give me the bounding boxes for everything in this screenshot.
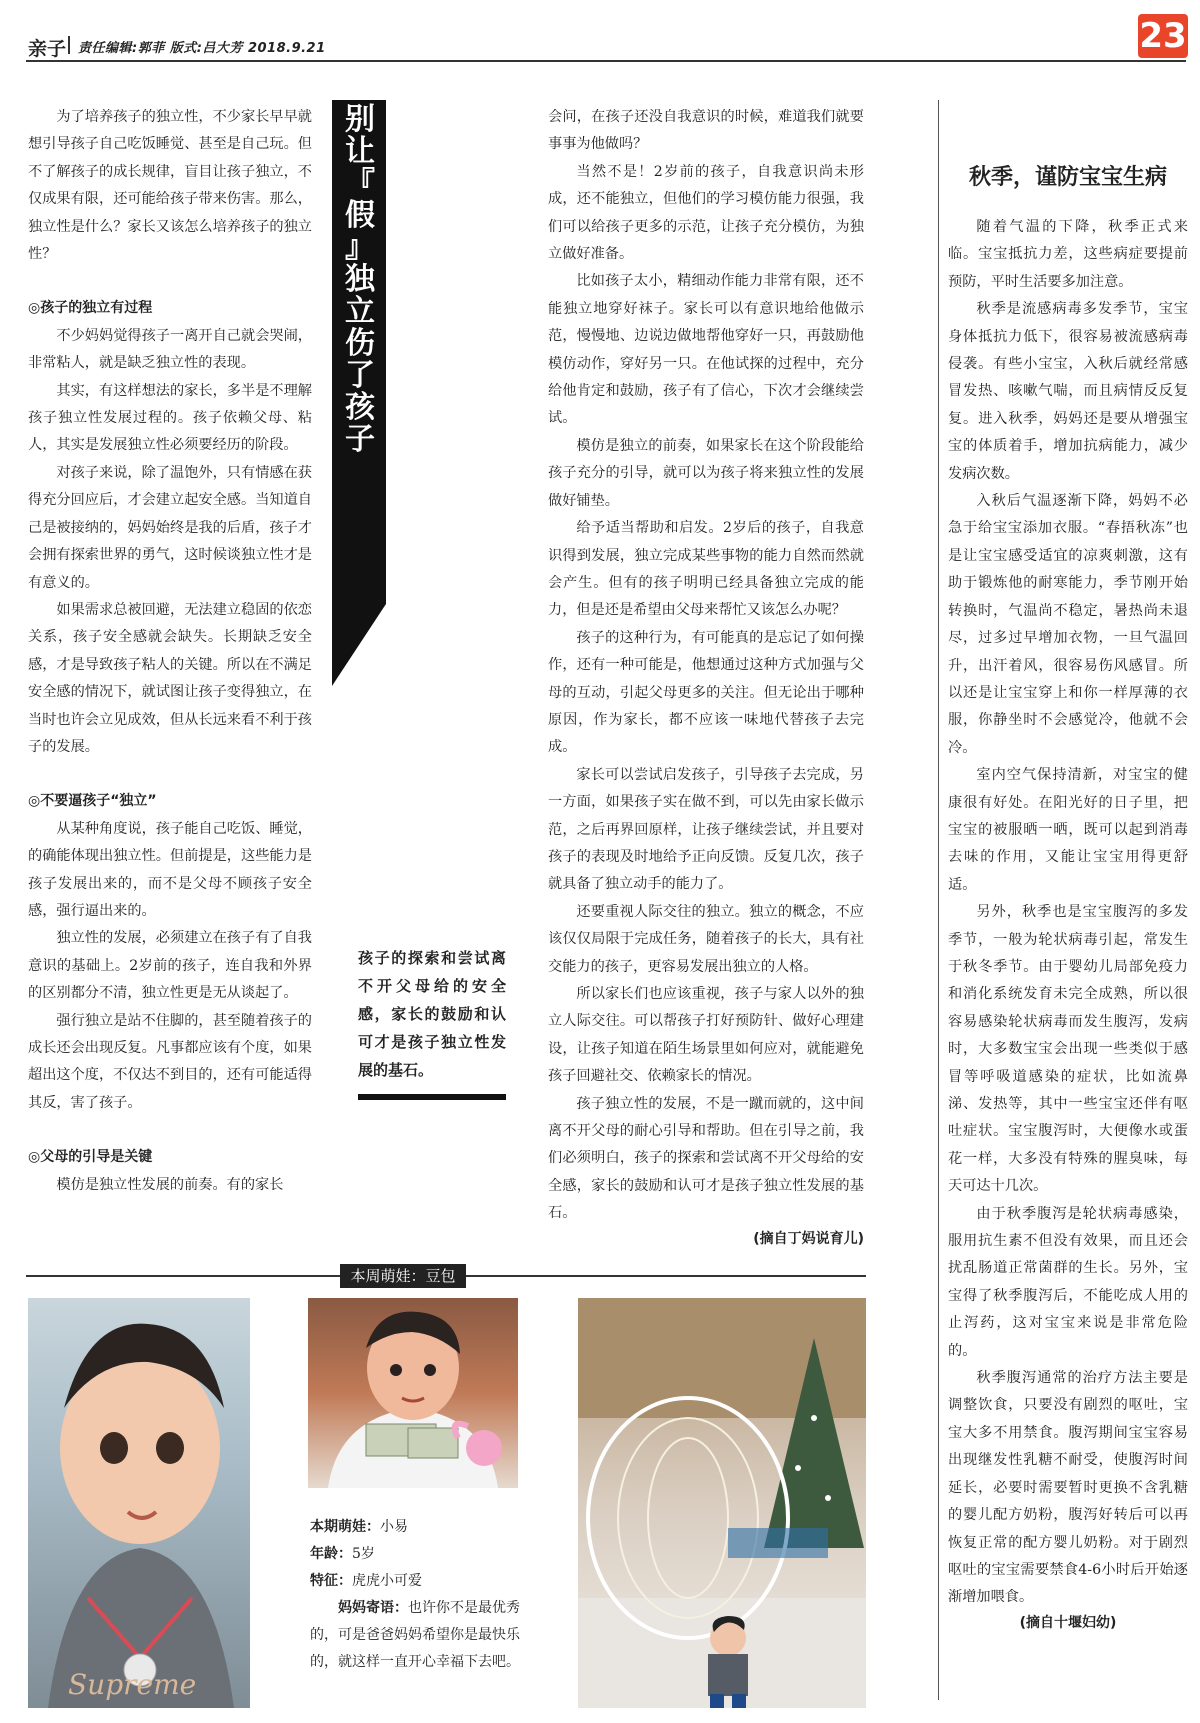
sidebar-paragraph: 另外，秋季也是宝宝腹泻的多发季节，一般为轮状病毒引起，常发生于秋冬季节。由于婴幼儿局部免疫力和消化系统发育未完全成熟，所以很容易感染轮状病毒而发生腹泻，发病时，大多数宝宝会出现一些类似于感冒等呼吸道感染的症状，比如流鼻涕、发热等，其中一些宝宝还伴有呕吐症状。宝宝腹泻时，大便像水或蛋花一样，大多没有特殊的腥臭味，每天可达十几次。: [948, 904, 1188, 1195]
header-separator: [68, 36, 70, 54]
paragraph-gap: [28, 761, 312, 788]
body-paragraph: 为了培养孩子的独立性，不少家长早早就想引导孩子自己吃饭睡觉、甚至是自己玩。但不了解孩子的成长规律，盲目让孩子独立，不仅成果有限，还可能给孩子带来伤害。那么，独立性是什么？家长又该怎么培养孩子的独立性？: [28, 109, 312, 263]
baby-info-value: 虎虎小可爱: [352, 1573, 422, 1589]
body-paragraph: 模仿是独立性发展的前奏。有的家长: [56, 1176, 284, 1193]
sidebar-source: (摘自十堰妇幼): [1019, 1614, 1117, 1631]
title-char: 子: [345, 422, 375, 457]
article-column-1: [28, 104, 312, 1199]
article-source: (摘自丁妈说育儿): [753, 1230, 864, 1247]
body-paragraph: 所以家长们也应该重视，孩子与家人以外的独立人际交往。可以帮孩子打好预防针、做好心理建设，让孩子知道在陌生场景里如何应对，就能避免孩子回避社交、依赖家长的情况。: [548, 986, 864, 1085]
section-heading: ◎不要逼孩子“独立”: [28, 793, 157, 810]
sidebar-title: 秋季，谨防宝宝生病: [968, 164, 1167, 190]
pull-quote-rule: [358, 1094, 506, 1100]
sidebar-divider: [938, 100, 939, 1700]
section-name: 亲子: [28, 38, 67, 60]
title-char: 『: [345, 166, 375, 201]
baby-info-label: 年龄：: [310, 1546, 352, 1562]
page-number: 23: [1139, 16, 1187, 56]
baby-photo-3: [578, 1298, 866, 1708]
baby-info-value: 也许你不是最优秀的，可是爸爸妈妈希望你是最快乐的，就这样一直开心幸福下去吧。: [310, 1600, 520, 1670]
section-heading: ◎父母的引导是关键: [28, 1149, 153, 1166]
baby-info-row: [310, 1568, 524, 1595]
baby-info-label: 本期萌娃：: [310, 1519, 380, 1535]
body-paragraph: 会问，在孩子还没自我意识的时候，难道我们就要事事为他做吗？: [548, 109, 864, 153]
sidebar-paragraph: 入秋后气温逐渐下降，妈妈不必急于给宝宝添加衣服。“春捂秋冻”也是让宝宝感受适宜的凉爽刺激，这有助于锻炼他的耐寒能力，季节刚开始转换时，气温尚不稳定，暑热尚未退尽，过多过早增加衣物，一旦气温回升，出汗着风，很容易伤风感冒。所以还是让宝宝穿上和你一样厚薄的衣服，你静坐时不会感觉冷，他就不会冷。: [948, 493, 1188, 756]
body-paragraph: 孩子的这种行为，有可能真的是忘记了如何操作，还有一种可能是，他想通过这种方式加强与父母的互动，引起父母更多的关注。但无论出于哪种原因，作为家长，都不应该一味地代替孩子去完成。: [548, 629, 864, 756]
baby-info-label: 妈妈寄语：: [338, 1600, 408, 1616]
baby-photo-2: [308, 1298, 518, 1488]
sidebar-paragraph: 由于秋季腹泻是轮状病毒感染，服用抗生素不但没有效果，而且还会扰乱肠道正常菌群的生长。另外，宝宝得了秋季腹泻后，不能吃成人用的止泻药，这对宝宝来说是非常危险的。: [948, 1205, 1188, 1359]
sidebar-paragraph: 秋季是流感病毒多发季节，宝宝身体抵抗力低下，很容易被流感病毒侵袭。有些小宝宝，入秋后就经常感冒发热、咳嗽气喘，而且病情反反复复。进入秋季，妈妈还是要从增强宝宝的体质着手，增加抗病能力，减少发病次数。: [948, 301, 1188, 482]
body-paragraph: 家长可以尝试启发孩子，引导孩子去完成，另一方面，如果孩子实在做不到，可以先由家长做示范，之后再界回原样，让孩子继续尝试，并且要对孩子的表现及时地给予正向反馈。反复几次，孩子就具备了独立动手的能力了。: [548, 766, 864, 893]
section-heading: ◎孩子的独立有过程: [28, 300, 153, 317]
baby-info-row: [310, 1541, 524, 1568]
boy-with-money-illustration: [308, 1298, 518, 1488]
baby-info-value: 5岁: [352, 1546, 375, 1562]
body-paragraph: 当然不是！2岁前的孩子，自我意识尚未形成，还不能独立，但他们的学习模仿能力很强，我们可以给孩子更多的示范，让孩子充分模仿，为独立做好准备。: [548, 163, 864, 263]
sidebar-paragraph: 室内空气保持清新，对宝宝的健康很有好处。在阳光好的日子里，把宝宝的被服晒一晒，既可以起到消毒去味的作用，又能让宝宝用得更舒适。: [948, 767, 1188, 893]
header-info: 责任编辑:郭菲 版式:吕大芳 2018.9.21: [78, 41, 326, 56]
title-char: 了: [345, 358, 375, 393]
body-paragraph: 给予适当帮助和启发。2岁后的孩子，自我意识得到发展，独立完成某些事物的能力自然而然就会产生。但有的孩子明明已经具备独立完成的能力，但是还是希望由父母来帮忙又该怎么办呢？: [548, 520, 864, 619]
body-paragraph: 从某种角度说，孩子能自己吃饭、睡觉，的确能体现出独立性。但前提是，这些能力是孩子发展出来的，而不是父母不顾孩子安全感，强行逼出来的。: [28, 820, 312, 919]
baby-photo-1: [28, 1298, 250, 1708]
baby-info-row: [310, 1595, 524, 1676]
shirt-print: Supreme: [68, 1668, 197, 1701]
cute-baby-label: 本周萌娃：豆包: [340, 1264, 466, 1288]
pull-quote: 孩子的探索和尝试离不开父母给的安全感，家长的鼓励和认可才是孩子独立性发展的基石。: [358, 949, 506, 1079]
body-paragraph: 独立性的发展，必须建立在孩子有了自我意识的基础上。2岁前的孩子，连自我和外界的区别都分不清，独立性更是无从谈起了。: [28, 930, 312, 1002]
body-paragraph: 不少妈妈觉得孩子一离开自己就会哭闹，非常粘人，就是缺乏独立性的表现。: [28, 327, 312, 372]
mall-christmas-illustration: [578, 1298, 866, 1708]
paragraph-gap: [28, 1117, 312, 1144]
body-paragraph: 孩子独立性的发展，不是一蹴而就的，这中间离不开父母的耐心引导和帮助。但在引导之前，我们必须明白，孩子的探索和尝试离不开父母给的安全感，家长的鼓励和认可才是孩子独立性发展的基石。: [548, 1095, 864, 1222]
baby-info-value: 小易: [380, 1519, 408, 1535]
header-rule: [26, 60, 1186, 62]
body-paragraph: 对孩子来说，除了温饱外，只有情感在获得充分回应后，才会建立起安全感。当知道自己是被接纳的，妈妈始终是我的后盾，孩子才会拥有探索世界的勇气，这时候谈独立性才是有意义的。: [28, 464, 312, 591]
body-paragraph: 强行独立是站不住脚的，甚至随着孩子的成长还会出现反复。凡事都应该有个度，如果超出这个度，不仅达不到目的，还有可能适得其反，害了孩子。: [28, 1012, 312, 1111]
paragraph-gap: [28, 268, 312, 295]
body-paragraph: 其实，有这样想法的家长，多半是不理解孩子独立性发展过程的。孩子依赖父母、粘人，其实是发展独立性必须要经历的阶段。: [28, 382, 312, 454]
article-title: [340, 104, 380, 456]
title-char: 孩: [345, 390, 375, 425]
baby-info-row: [310, 1514, 524, 1541]
title-char: 独: [345, 262, 375, 297]
boy-portrait-illustration: [28, 1298, 250, 1708]
article-column-2: [548, 104, 864, 1248]
title-char: 』: [345, 230, 375, 265]
sidebar-article: [948, 214, 1188, 1632]
sidebar-paragraph: 秋季腹泻通常的治疗方法主要是调整饮食，只要没有剧烈的呕吐，宝宝大多不用禁食。腹泻期间宝宝容易出现继发性乳糖不耐受，使腹泻时间延长，必要时需要暂时更换不含乳糖的婴儿配方奶粉，腹泻好转后可以再恢复正常的配方婴儿奶粉。对于剧烈呕吐的宝宝需要禁食4-6小时后开始逐渐增加喂食。: [948, 1370, 1188, 1606]
title-char: 假: [345, 198, 375, 233]
baby-info: [310, 1514, 524, 1676]
title-char: 伤: [345, 326, 375, 361]
title-char: 让: [345, 134, 375, 169]
title-char: 立: [345, 294, 375, 329]
sidebar-paragraph: 随着气温的下降，秋季正式来临。宝宝抵抗力差，这些病症要提前预防，平时生活要多加注意。: [948, 219, 1188, 290]
body-paragraph: 模仿是独立的前奏，如果家长在这个阶段能给孩子充分的引导，就可以为孩子将来独立性的发展做好铺垫。: [548, 437, 864, 509]
body-paragraph: 如果需求总被回避，无法建立稳固的依恋关系，孩子安全感就会缺失。长期缺乏安全感，才是导致孩子粘人的关键。所以在不满足安全感的情况下，就试图让孩子变得独立，在当时也许会立见成效，但从长远来看不利于孩子的发展。: [28, 601, 312, 755]
baby-info-label: 特征：: [310, 1573, 352, 1589]
body-paragraph: 比如孩子太小，精细动作能力非常有限，还不能独立地穿好袜子。家长可以有意识地给他做示范，慢慢地、边说边做地帮他穿好一只，再鼓励他模仿动作，穿好另一只。在他试探的过程中，充分给他肯定和鼓励，孩子有了信心，下次才会继续尝试。: [548, 273, 864, 427]
body-paragraph: 还要重视人际交往的独立。独立的概念，不应该仅仅局限于完成任务，随着孩子的长大，具有社交能力的孩子，更容易发展出独立的人格。: [548, 903, 864, 975]
title-char: 别: [345, 102, 375, 137]
